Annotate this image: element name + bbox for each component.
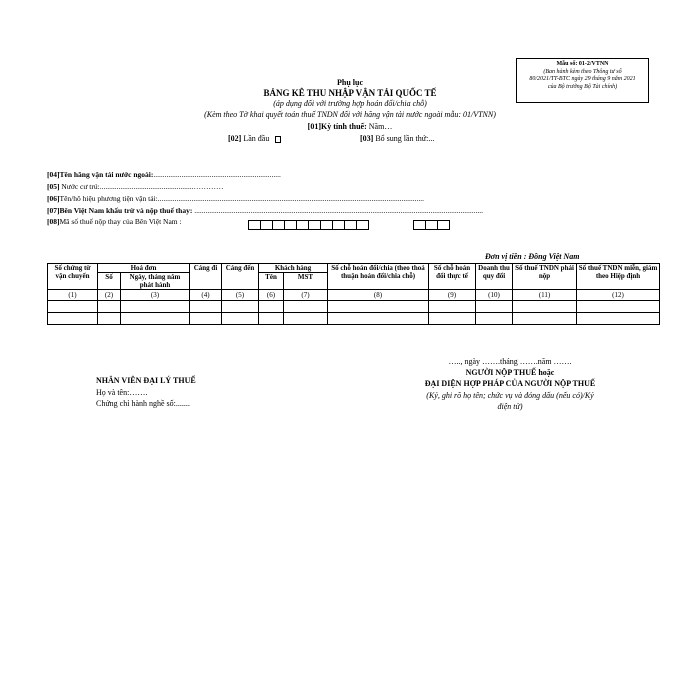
field-05[interactable] [47,182,223,191]
tax-id-digit[interactable] [320,220,332,230]
first-time-code: [02] [228,134,242,143]
col-revenue: Doanh thu quy đổi [476,264,513,290]
field-07-dots: .......................................................................................................................................................... [192,206,483,215]
agent-name: Họ và tên:……. [96,388,148,397]
field-06-dots: .............................................................................................................................................. [157,194,424,203]
column-number: (7) [284,290,328,301]
col-port-from: Cảng đi [190,264,222,290]
tax-id-digit[interactable] [248,220,260,230]
taxpayer-note-2: điện tử) [497,402,523,411]
form-issued-line1: (Ban hành kèm theo Thông tư số [543,68,622,75]
col-invoice-date: Ngày, tháng năm phát hành [121,273,190,290]
currency-unit: Đơn vị tiền : Đồng Việt Nam [485,252,580,261]
field-07[interactable] [47,206,483,215]
table-cell[interactable] [98,301,121,313]
table-cell[interactable] [513,301,577,313]
column-number: (6) [259,290,284,301]
field-05-label: Nước cư trú: [59,182,100,191]
tax-period-label: [01]Kỳ tính thuế: [307,122,367,131]
col-invoice: Hoá đơn [98,264,190,273]
tax-id-branch-group[interactable] [413,220,450,230]
table-cell[interactable] [48,313,98,325]
col-customer-name: Tên [259,273,284,290]
table-cell[interactable] [284,301,328,313]
col-tax-exempt: Số thuế TNDN miễn, giảm theo Hiệp định [577,264,660,290]
col-customer-tax-id: MST [284,273,328,290]
table-cell[interactable] [190,313,222,325]
first-time-field [228,134,281,143]
table-cell[interactable] [429,301,476,313]
tax-id-digit[interactable] [272,220,284,230]
table-cell[interactable] [328,313,429,325]
subtitle-2: (Kèm theo Tờ khai quyết toán thuế TNDN đối với hãng vận tải nước ngoài mẫu: 01/VTNN) [204,110,496,119]
date-line: ….., ngày …….tháng …….năm ……. [448,357,572,366]
taxpayer-title-2: ĐẠI DIỆN HỢP PHÁP CỦA NGƯỜI NỘP THUẾ [424,379,596,388]
income-table [47,263,660,325]
field-07-label: [07]Bên Việt Nam khấu trừ và nộp thuế thay: [47,206,193,215]
subtitle-1: (áp dụng đối với trường hợp hoán đổi/chia chỗ) [273,99,427,108]
table-cell[interactable] [121,301,190,313]
tax-id-digit[interactable] [437,220,449,230]
appendix-label: Phụ lục [336,78,363,87]
agent-title: NHÂN VIÊN ĐẠI LÝ THUẾ [96,376,196,385]
col-port-to: Cảng đến [222,264,259,290]
table-cell[interactable] [98,313,121,325]
field-05-code: [05] [47,182,60,191]
supplement-label: Bổ sung lần thứ:... [373,134,435,143]
column-number: (5) [222,290,259,301]
table-cell[interactable] [259,301,284,313]
field-08-label: Mã số thuế nộp thay của Bên Việt Nam : [59,217,182,226]
field-04[interactable] [47,170,281,179]
column-number: (1) [48,290,98,301]
table-cell[interactable] [328,301,429,313]
column-number-row [48,290,660,301]
tax-id-digit[interactable] [344,220,356,230]
field-05-dots: ..................................................………… [99,182,224,191]
tax-id-digit[interactable] [308,220,320,230]
col-customer: Khách hàng [259,264,328,273]
table-cell[interactable] [259,313,284,325]
field-06-code: [06] [47,194,60,203]
table-cell[interactable] [121,313,190,325]
first-time-label: Lần đầu [241,134,270,143]
form-code: Mẫu số: 01-2/VTNN [556,61,609,67]
field-06-label: Tên/hô hiệu phương tiện vận tải: [59,194,158,203]
table-cell[interactable] [284,313,328,325]
table-cell[interactable] [222,313,259,325]
table-row[interactable] [48,313,660,325]
field-04-dots: .................................................................... [153,170,281,179]
tax-id-digit[interactable] [425,220,437,230]
column-number: (12) [577,290,660,301]
column-number: (3) [121,290,190,301]
first-time-checkbox[interactable] [275,136,281,143]
tax-id-digit[interactable] [356,220,368,230]
tax-id-digit[interactable] [332,220,344,230]
tax-id-digit[interactable] [413,220,425,230]
tax-id-digit[interactable] [296,220,308,230]
col-invoice-no: Số [98,273,121,290]
column-number: (2) [98,290,121,301]
field-06[interactable] [47,194,424,203]
form-issued-line2: 80/2021/TT-BTC ngày 29 tháng 9 năm 2021 [529,76,636,83]
form-issued-line3: của Bộ trưởng Bộ Tài chính) [547,83,618,90]
table-cell[interactable] [429,313,476,325]
table-cell[interactable] [577,301,660,313]
taxpayer-title-1: NGƯỜI NỘP THUẾ hoặc [465,368,555,377]
tax-period-value: Năm… [366,122,393,131]
column-number: (8) [328,290,429,301]
supplement-field [360,134,434,143]
page-title: BẢNG KÊ THU NHẬP VẬN TẢI QUỐC TẾ [263,88,437,98]
table-cell[interactable] [48,301,98,313]
column-number: (9) [429,290,476,301]
col-seats-agreed: Số chỗ hoán đổi/chia (theo thoả thuận hoán đổi/chia chỗ) [328,264,429,290]
tax-id-main-group[interactable] [248,220,369,230]
table-row[interactable] [48,301,660,313]
table-cell[interactable] [476,313,513,325]
tax-id-boxes[interactable] [248,216,450,234]
column-number: (10) [476,290,513,301]
tax-period [150,122,550,131]
table-cell[interactable] [476,301,513,313]
table-cell[interactable] [577,313,660,325]
supplement-code: [03] [360,134,374,143]
column-number: (4) [190,290,222,301]
field-08 [47,217,182,226]
tax-id-digit[interactable] [260,220,272,230]
field-08-code: [08] [47,217,60,226]
taxpayer-note-1: (Ký, ghi rõ họ tên; chức vụ và đóng dấu (nếu có)/Ký [426,391,594,400]
table-cell[interactable] [190,301,222,313]
field-04-label: [04]Tên hãng vận tải nước ngoài: [47,170,154,179]
tax-id-digit[interactable] [284,220,296,230]
table-cell[interactable] [222,301,259,313]
col-seats-actual: Số chỗ hoán đổi thực tế [429,264,476,290]
col-tax-payable: Số thuế TNDN phải nộp [513,264,577,290]
col-voyage-docs: Số chứng từ vận chuyển [48,264,98,290]
column-number: (11) [513,290,577,301]
table-cell[interactable] [513,313,577,325]
agent-cert: Chứng chỉ hành nghề số:....... [96,399,190,408]
